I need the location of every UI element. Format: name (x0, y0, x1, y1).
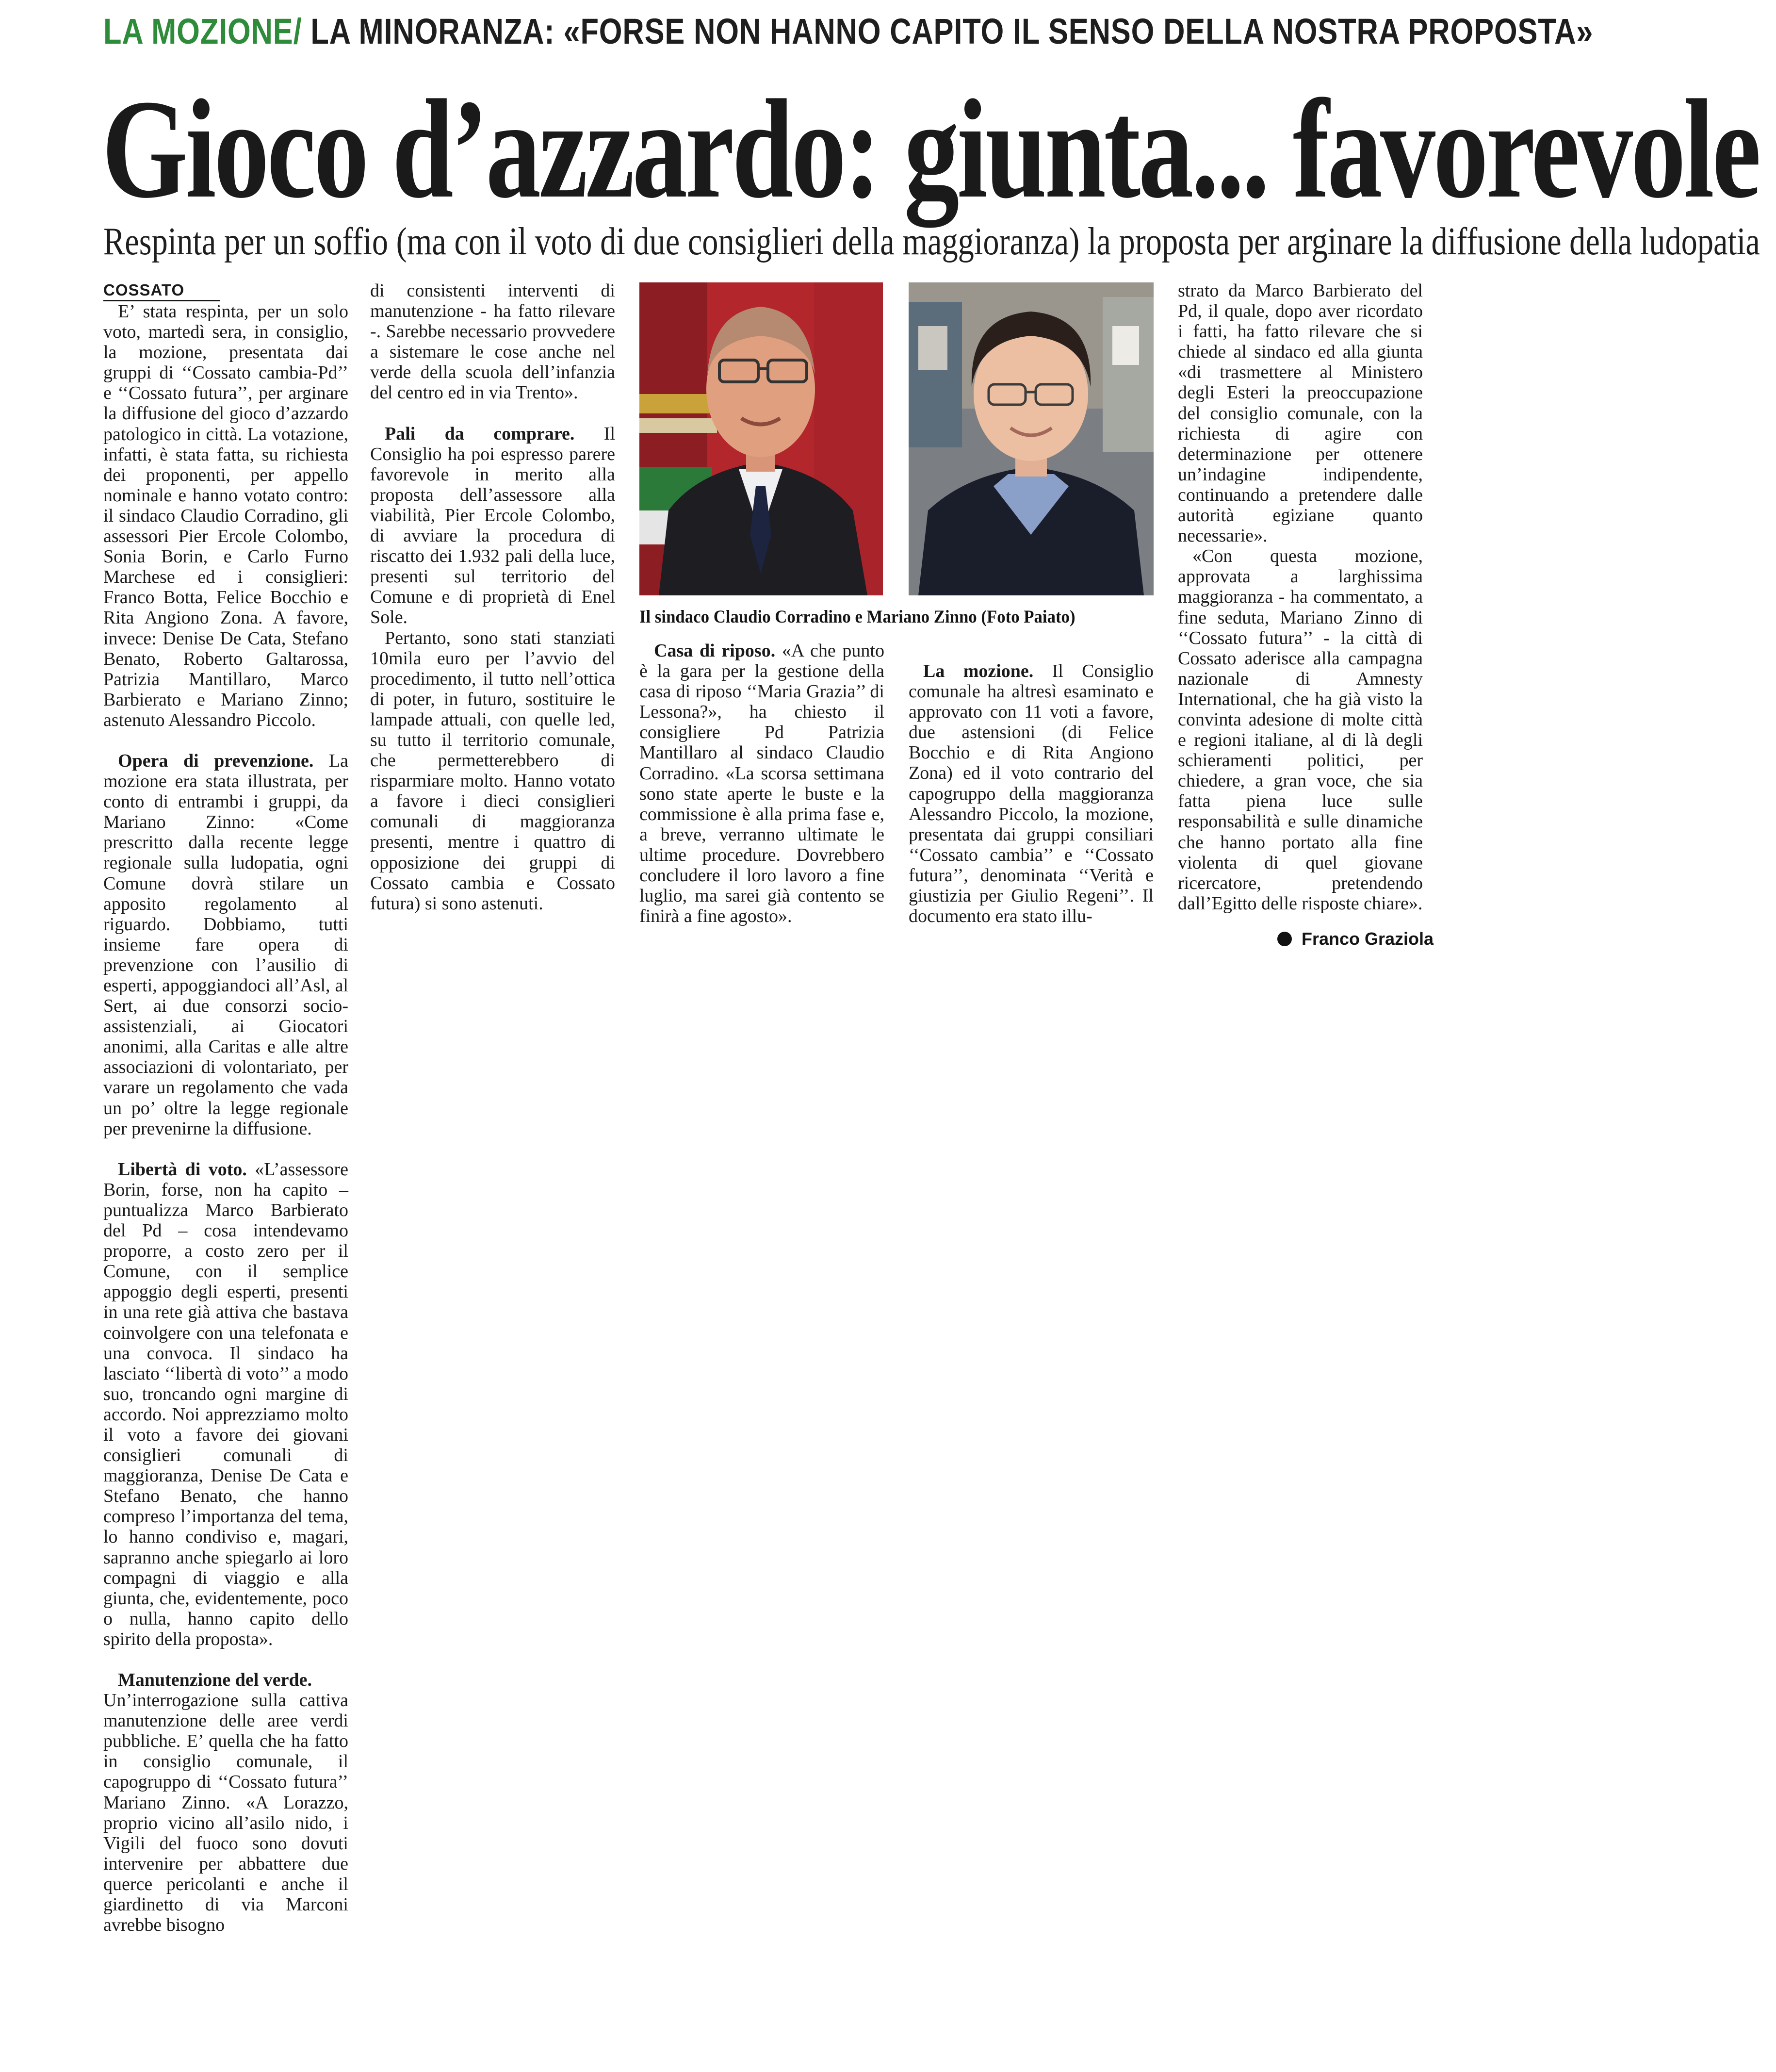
headline: Gioco d’azzardo: giunta... favorevole (102, 71, 1759, 228)
section-heading: Manutenzione del verde. (118, 1670, 312, 1690)
article-column-1 (103, 280, 348, 1935)
article-column-5 (1178, 280, 1423, 914)
author-name: Franco Graziola (1302, 929, 1434, 949)
subheadline: Respinta per un soffio (ma con il voto di due consiglieri della maggioranza) la proposta per arginare la diffusione della ludopatia (103, 220, 1760, 263)
bullet-icon (1277, 932, 1292, 946)
paragraph (103, 1670, 348, 1690)
paragraph: E’ stata respinta, per un solo voto, martedì sera, in consiglio, la mozione, presentata dai gruppi di ‘‘Cossato cambia-Pd’’ e ‘‘Cossato futura’’, per arginare la diffusione del gioco d’azzardo patologico in città. La votazione, infatti, è stata fatta, su richiesta dei proponenti, per appello nominale e hanno votato contro: il sindaco Claudio Corradino, gli assessori Pier Ercole Colombo, Sonia Borin, e Carlo Furno Marchese ed i consiglieri: Franco Botta, Felice Bocchio e Rita Angiono Zona. A favore, invece: Denise De Cata, Stefano Benato, Roberto Galtarossa, Patrizia Mantillaro, Marco Barbierato e Mariano Zinno; astenuto Alessandro Piccolo. (103, 301, 348, 730)
paragraph: Casa di riposo. «A che punto è la gara per la gestione della casa di riposo ‘‘Maria Grazia’’ di Lessona?», ha chiesto il consigliere Pd Patrizia Mantillaro al sindaco Claudio Corradino. «La scorsa settimana sono state aperte le buste e la commissione è alla prima fase e, a breve, verranno ultimate le ultime procedure. Dovrebbero concludere il loro lavoro a fine luglio, ma sarei già contento se finirà a fine agosto». (639, 641, 884, 927)
paragraph: Pertanto, sono stati stanziati 10mila euro per l’avvio del procedimento, il tutto nell’ottica di poter, in futuro, sostituire le lampade attuali, con quelle led, su tutto il territorio comunale, che permetterebbero di risparmiare molto. Hanno votato a favore i dieci consiglieri comunali di maggioranza presenti, mentre i quattro di opposizione dei gruppi di Cossato cambia e Cossato futura) si sono astenuti. (370, 627, 615, 914)
paragraph: strato da Marco Barbierato del Pd, il quale, dopo aver ricordato i fatti, ha fatto rilevare che si chiede al sindaco ed alla giunta «di trasmettere al Ministero degli Esteri la preoccupazione del consiglio comunale, con la richiesta di agire con determinazione per ottenere un’indagine indipendente, continuando a pretendere dalle autorità egiziane quanto necessarie». (1178, 280, 1423, 546)
kicker-section: LA MOZIONE/ (103, 11, 302, 51)
article-column-3 (639, 641, 884, 926)
paragraph: Opera di prevenzione. La mozione era stata illustrata, per conto di entrambi i gruppi, da Mariano Zinno: «Come prescritto dalla recente legge regionale sulla ludopatia, ogni Comune dovrà stilare un apposito regolamento al riguardo. Dobbiamo, tutti insieme fare opera di prevenzione con l’ausilio di esperti, appoggiandoci all’Asl, al Sert, ai due consorzi socio-assistenziali, ai Giocatori anonimi, alla Caritas e alle altre associazioni di volontariato, per varare un regolamento che vada un po’ oltre la legge regionale per prevenirne la diffusione. (103, 750, 349, 1139)
paragraph: La mozione. Il Consiglio comunale ha altresì esaminato e approvato con 11 voti a favore, due astensioni (di Felice Bocchio e di Rita Angiono Zona) ed il voto contrario del capogruppo della maggioranza Alessandro Piccolo, la mozione, presentata dai gruppi consiliari ‘‘Cossato cambia’’ e ‘‘Cossato futura’’, denominata ‘‘Verità e giustizia per Giulio Regeni’’. Il documento era stato illu- (909, 661, 1154, 927)
dateline: COSSATO (103, 280, 220, 301)
photo-caption: Il sindaco Claudio Corradino e Mariano Zinno (Foto Paiato) (639, 607, 1075, 627)
section-heading: Libertà di voto. (118, 1159, 247, 1180)
kicker-text: LA MINORANZA: «FORSE NON HANNO CAPITO IL SENSO DELLA NOSTRA PROPOSTA» (302, 11, 1594, 51)
article-column-2 (370, 280, 615, 914)
section-heading: Pali da comprare. (385, 423, 575, 444)
paragraph: Un’interrogazione sulla cattiva manutenzione delle aree verdi pubbliche. E’ quella che ha fatto in consiglio comunale, il capogruppo di ‘‘Cossato futura’’ Mariano Zinno. «A Lorazzo, proprio vicino all’asilo nido, i Vigili del fuoco sono dovuti intervenire per abbattere due querce pericolanti e anche il giardinetto di via Marconi avrebbe bisogno (103, 1690, 348, 1936)
photo-mayor (639, 282, 883, 595)
photo-mayor-image (639, 282, 883, 595)
paragraph: Libertà di voto. «L’assessore Borin, forse, non ha capito – puntualizza Marco Barbierato del Pd – cosa intendevamo proporre, a costo zero per il Comune, con il semplice appoggio degli esperti, presenti in una rete già attiva che bastava coinvolgere con una telefonata e una convoca. Il sindaco ha lasciato ‘‘libertà di voto’’ a modo suo, troncando ogni margine di accordo. Noi apprezziamo molto il voto a favore dei giovani consiglieri comunali di maggioranza, Denise De Cata e Stefano Benato, che hanno compreso l’importanza del tema, lo hanno condiviso e, magari, sapranno anche spiegarlo ai loro compagni di viaggio e alla giunta, che, evidentemente, poco o nulla, hanno capito dello spirito della proposta». (103, 1159, 348, 1649)
kicker (103, 10, 1594, 53)
photo-councillor (909, 282, 1154, 595)
photo-councillor-image (909, 282, 1154, 595)
paragraph: Pali da comprare. Il Consiglio ha poi espresso parere favorevole in merito alla proposta dell’assessore alla viabilità, Pier Ercole Colombo, di avviare la procedura di riscatto dei 1.932 pali della luce, presenti sul territorio del Comune e di proprietà di Enel Sole. (370, 423, 616, 628)
section-heading: Opera di prevenzione. (118, 750, 314, 771)
article-column-4 (909, 661, 1154, 926)
paragraph: di consistenti interventi di manutenzione - ha fatto rilevare -. Sarebbe necessario provvedere a sistemare le cose anche nel verde della scuola dell’infanzia del centro ed in via Trento». (370, 280, 615, 403)
section-heading: Casa di riposo. (654, 641, 776, 661)
section-heading: La mozione. (923, 661, 1034, 681)
paragraph: «Con questa mozione, approvata a larghissima maggioranza - ha commentato, a fine seduta, Mariano Zinno di ‘‘Cossato futura’’ - la città di Cossato aderisce alla campagna nazionale di Amnesty International, che ha già visto la convinta adesione di molte città e regioni italiane, al di là degli schieramenti politici, per chiedere, a gran voce, che sia fatta piena luce sulle responsabilità e sulle dinamiche che hanno portato alla fine violenta di quel giovane ricercatore, pretendendo dall’Egitto delle risposte chiare». (1178, 546, 1423, 914)
byline (1277, 928, 1434, 950)
